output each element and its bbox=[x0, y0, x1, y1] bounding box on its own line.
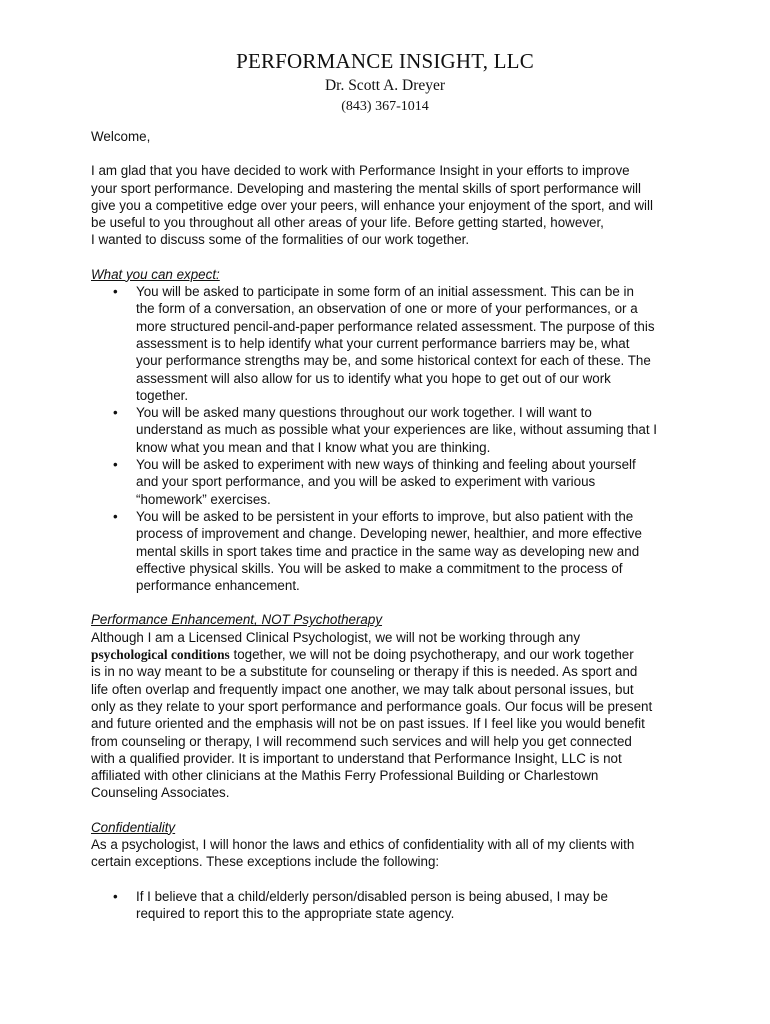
item-line: assessment will also allow for us to identify what you hope to get out of our work bbox=[136, 370, 611, 386]
paragraph-line: and future oriented and the emphasis will not be on past issues. If I feel like you would benefit bbox=[91, 716, 645, 732]
item-line: You will be asked many questions throughout our work together. I will want to bbox=[136, 405, 592, 421]
item-line: know what you mean and that I know what you are thinking. bbox=[136, 439, 491, 455]
item-line: together. bbox=[136, 387, 189, 403]
organization-name: PERFORMANCE INSIGHT, LLC bbox=[236, 49, 534, 73]
section-title-confidentiality: Confidentiality bbox=[91, 819, 176, 835]
item-line: If I believe that a child/elderly person/disabled person is being abused, I may be bbox=[136, 888, 608, 904]
paragraph-line: with a qualified provider. It is important to understand that Performance Insight, LLC is not bbox=[91, 750, 622, 766]
bullet-icon: • bbox=[113, 508, 118, 524]
list-item bbox=[91, 888, 685, 923]
intro-line: give you a competitive edge over your peers, will enhance your enjoyment of the sport, and will bbox=[91, 197, 653, 213]
paragraph-line: certain exceptions. These exceptions include the following: bbox=[91, 854, 440, 870]
list-item bbox=[91, 404, 685, 456]
item-line: “homework” exercises. bbox=[136, 491, 271, 507]
paragraph-line: from counseling or therapy, I will recommend such services and will help you get connected bbox=[91, 733, 632, 749]
item-line: assessment is to help identify what your current performance barriers may be, what bbox=[136, 335, 630, 351]
paragraph-line: life often overlap and frequently impact one another, we may talk about personal issues, but bbox=[91, 681, 634, 697]
line-rest: together, we will not be doing psychotherapy, and our work together bbox=[229, 647, 634, 663]
item-line: mental skills in sport takes time and practice in the same way as developing new and bbox=[136, 543, 640, 559]
paragraph-line: Although I am a Licensed Clinical Psychologist, we will not be working through any bbox=[91, 629, 581, 645]
section-title-expect: What you can expect: bbox=[91, 266, 220, 282]
section-title-enhancement: Performance Enhancement, NOT Psychotherapy bbox=[91, 612, 383, 628]
item-line: You will be asked to be persistent in your efforts to improve, but also patient with the bbox=[136, 508, 634, 524]
intro-paragraph bbox=[91, 162, 685, 248]
item-line: understand as much as possible what your experiences are like, without assuming that I bbox=[136, 422, 658, 438]
paragraph-line: only as they relate to your sport performance and performance goals. Our focus will be present bbox=[91, 698, 653, 714]
paragraph-line bbox=[91, 646, 685, 663]
item-line: more structured pencil-and-paper performance related assessment. The purpose of this bbox=[136, 318, 655, 334]
intro-line: I wanted to discuss some of the formalities of our work together. bbox=[91, 232, 470, 248]
letter-body bbox=[91, 128, 685, 922]
item-line: process of improvement and change. Developing newer, healthier, and more effective bbox=[136, 526, 642, 542]
item-line: You will be asked to experiment with new ways of thinking and feeling about yourself bbox=[136, 457, 636, 473]
phone-number: (843) 367-1014 bbox=[341, 99, 429, 114]
list-item bbox=[91, 508, 685, 594]
item-line: effective physical skills. You will be asked to make a commitment to the process of bbox=[136, 560, 623, 576]
confidentiality-list bbox=[91, 888, 685, 923]
bold-phrase: psychological conditions bbox=[91, 647, 230, 663]
bullet-icon: • bbox=[113, 405, 118, 421]
bullet-icon: • bbox=[113, 457, 118, 473]
paragraph-line: affiliated with other clinicians at the Mathis Ferry Professional Building or Charlestown bbox=[91, 768, 599, 784]
person-name: Dr. Scott A. Dreyer bbox=[324, 77, 446, 94]
greeting: Welcome, bbox=[91, 129, 151, 144]
item-line: performance enhancement. bbox=[136, 578, 300, 594]
paragraph-line: As a psychologist, I will honor the laws and ethics of confidentiality with all of my clients with bbox=[91, 836, 635, 852]
list-item bbox=[91, 283, 685, 404]
intro-line: be useful to you throughout all other areas of your life. Before getting started, however, bbox=[91, 215, 604, 231]
item-line: and your sport performance, and you will be asked to experiment with various bbox=[136, 474, 596, 490]
paragraph-line: is in no way meant to be a substitute for counseling or therapy if this is needed. As sport and bbox=[91, 664, 638, 680]
letterhead bbox=[0, 48, 770, 116]
list-item bbox=[91, 456, 685, 508]
bullet-icon: • bbox=[113, 284, 118, 300]
item-line: You will be asked to participate in some form of an initial assessment. This can be in bbox=[136, 284, 634, 300]
enhancement-paragraph bbox=[91, 629, 685, 802]
item-line: your performance strengths may be, and some historical context for each of these. The bbox=[136, 353, 651, 369]
expect-list bbox=[91, 283, 685, 594]
item-line: the form of a conversation, an observation of one or more of your performances, or a bbox=[136, 301, 638, 317]
paragraph-line: Counseling Associates. bbox=[91, 785, 230, 801]
confidentiality-paragraph bbox=[91, 836, 685, 871]
bullet-icon: • bbox=[113, 888, 118, 904]
intro-line: your sport performance. Developing and mastering the mental skills of sport performance will bbox=[91, 180, 642, 196]
intro-line: I am glad that you have decided to work with Performance Insight in your efforts to improve bbox=[91, 163, 630, 179]
item-line: required to report this to the appropriate state agency. bbox=[136, 905, 455, 921]
